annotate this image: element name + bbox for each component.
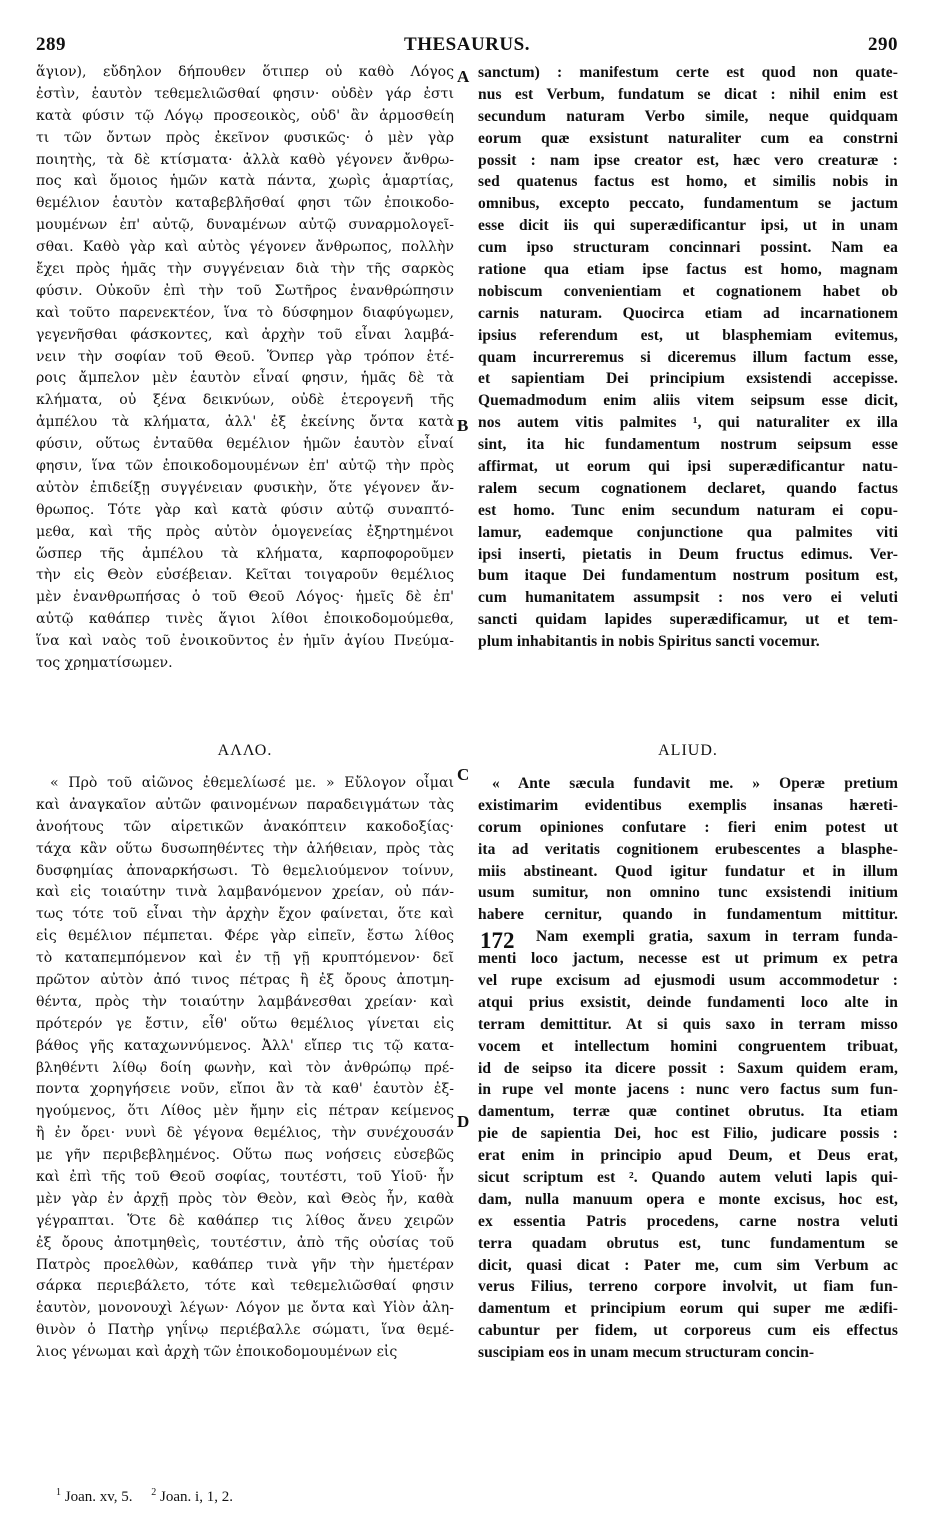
text-line: μὲν γὰρ ἐν ἀρχῇ πρὸς τὸν Θεὸν, καὶ Θεὸς ἦν, καθὰ xyxy=(36,1190,454,1207)
text-line: Nam exempli gratia, saxum in terram funda- xyxy=(536,928,898,946)
text-line: bum itaque Dei fundamentum nostrum positum est, xyxy=(478,567,898,585)
text-line: vel rupe excisum ad ejusmodi usum accommodetur : xyxy=(478,972,898,990)
text-line: damentum, terræ quæ continet obrutus. Ita etiam xyxy=(478,1103,898,1121)
text-line: ipsi inserti, pietatis in Deum fructus edimus. Ver- xyxy=(478,545,898,563)
text-line: est homo. Tunc enim secundum naturam ei copu- xyxy=(478,501,898,519)
text-line: nus est Verbum, fundatum se dicat : nihil enim est xyxy=(478,85,898,103)
text-line: ἢ ἐν ὄρει· νυνὶ δὲ γέγονα θεμέλιος, τὴν συνέχουσάν xyxy=(36,1125,454,1142)
running-header xyxy=(36,34,898,58)
text-line: τὸ καταπεμπόμενον καὶ ἐν τῇ γῇ κρυπτόμενον· δεῖ xyxy=(36,950,454,967)
text-line: καὶ ἐπὶ τῆς τοῦ Θεοῦ σοφίας, τουτέστι, τοῦ Υἱοῦ· ἦν xyxy=(36,1169,454,1186)
text-line: καὶ ἀναγκαῖον αὐτῶν φαινομένων παραδειγμάτων τὰς xyxy=(36,796,454,813)
text-line: omnibus, excepto peccato, fundamentum se jactum xyxy=(478,195,898,213)
text-line: carnis naturam. Quocirca etiam ad incarnationem xyxy=(478,304,898,322)
text-line: nobiscum convenientiam et cognationem habet ob xyxy=(478,282,898,300)
text-line: id de seipso ita dicere possit : Saxum quidem eram, xyxy=(478,1059,898,1077)
text-line: miis abstineant. Quod igitur fundatur et in illum xyxy=(478,862,898,880)
text-line: πρότερόν γε ἔστιν, εἶθ' οὕτω θεμέλιος γίνεται εἰς xyxy=(36,1015,454,1032)
text-line: corum opiniones confutare : fieri enim potest ut xyxy=(478,818,898,836)
text-line: ἅγιον), εὔδηλον δήπουθεν ὅτιπερ οὐ καθὸ Λόγος xyxy=(36,64,454,80)
column-number: 172 xyxy=(480,928,515,953)
text-line: ποιητὴς, τὰ δὲ κτίσματα· ἀλλὰ καθὸ γέγονεν ἄνθρω- xyxy=(36,151,454,168)
text-line: verus Filius, terreno corpore involvit, ut fiam fun- xyxy=(478,1278,898,1296)
text-line: possit : nam ipse creator est, hæc vero creaturæ : xyxy=(478,151,898,169)
text-line: μὲν ἐνανθρωπήσας ὁ τοῦ Θεοῦ Λόγος· ἡμεῖς δὲ ἐπ' xyxy=(36,589,454,606)
greek-section-title: ΑΛΛΟ. xyxy=(217,742,273,759)
text-line: sint, ita hic fundamentum nostrum seipsum esse xyxy=(478,436,898,454)
text-line: affirmat, ut eorum qui ipsi superædificantur natu- xyxy=(478,458,898,476)
footnote-mark-2: 2 xyxy=(151,1487,157,1498)
text-line: atqui prius exsistit, deinde fundamenti loco alte in xyxy=(478,993,898,1011)
text-line: sancti quidam lapides superædificamur, ut et tem- xyxy=(478,611,898,629)
text-line: γέγραπται. Ὅτε δὲ καθάπερ τις λίθος ἄνευ χειρῶν xyxy=(36,1212,454,1229)
text-line: quam incurreremus si diceremus illum factum esse, xyxy=(478,348,898,366)
text-line: ita ad veritatis cognitionem erubescentes a blasphe- xyxy=(478,840,898,858)
text-line: δυσφημίας ἀποναρκήσωσι. Τὸ θεμελιούμενον τοίνυν, xyxy=(36,862,454,879)
page-number-right: 290 xyxy=(868,34,898,55)
text-line: αὐτὸν ἐπιδείξῃ συγγένειαν φυσικὴν, ὅτε γέγονεν ἄν- xyxy=(36,479,454,496)
latin-column-bottom xyxy=(478,773,898,1364)
text-line: γεγενῆσθαι φάσκοντες, καὶ ἀρχὴν τοῦ εἶναι λαμβά- xyxy=(36,326,454,343)
text-line: με γῆν περιβεβλημένος. Οὕτω πως νοήσεις εὐσεβῶς xyxy=(36,1147,454,1164)
text-line: esse dicit iis qui superædificantur ipsi, ut in unam xyxy=(478,217,898,235)
margin-letter-d: D xyxy=(457,1112,470,1131)
text-line: eorum quæ exsistunt naturaliter cum ea constrni xyxy=(478,129,898,147)
text-line: ἀμπέλου τὰ κλήματα, ἀλλ' ἐξ ἐκείνης ὄντα κατὰ xyxy=(36,414,454,431)
text-line: suscipiam eos in unam mecum structuram concin- xyxy=(478,1344,815,1362)
text-line: λιος γένωμαι καὶ ἀρχὴ τῶν ἐποικοδομουμένων εἰς xyxy=(36,1344,398,1361)
text-line: θρωπος. Τότε γὰρ καὶ κατὰ φύσιν αὐτῷ συναπτό- xyxy=(36,501,454,518)
text-line: vocem et intellectum homini congruentem tribuat, xyxy=(478,1037,898,1055)
text-line: τος χρηματίσωμεν. xyxy=(36,655,173,672)
footnote-1: Joan. xv, 5. xyxy=(61,1489,133,1505)
text-line: μουμένων ἐπ' αὐτῷ, δυναμένων αὐτῷ συναρμολογεῖ- xyxy=(36,217,454,234)
margin-letter-c: C xyxy=(457,765,470,784)
text-line: ἐξ ὄρους ἀποτμηθεὶς, τουτέστιν, ἀπὸ τῆς οὐσίας τοῦ xyxy=(36,1234,454,1251)
text-line: θινὸν ὁ Πατὴρ γηΐνῳ περιέβαλλε σώματι, ἵνα θεμέ- xyxy=(36,1322,454,1339)
text-line: dam, nulla manuum opera e monte excisus, hoc est, xyxy=(478,1190,898,1208)
text-line: ἔχει πρὸς ἡμᾶς τὴν συγγένειαν διὰ τὴν τῆς σαρκὸς xyxy=(36,261,454,278)
text-line: νειν τὴν σοφίαν τοῦ Θεοῦ. Ὅνπερ γὰρ τρόπον ἑτέ- xyxy=(36,348,454,365)
text-line: ἑαυτὸν, μονονουχὶ λέγων· Λόγον με ὄντα καὶ Υἱὸν ἀλη- xyxy=(36,1300,454,1317)
text-line: φησιν, ἵνα τῶν ἐποικοδομουμένων ἐπ' αὐτῷ τὴν πρὸς xyxy=(36,458,454,475)
text-line: τάχα κἂν οὕτω δυσωπηθέντες τὴν ἀλήθειαν, πρὸς τὰς xyxy=(36,840,454,857)
text-line: in rupe vel monte jacens : nunc vero factus sum fun- xyxy=(478,1081,898,1099)
text-line: πρῶτον αὐτὸν ἀπό τινος πέτρας ἢ ἐξ ὄρους ἀποτμη- xyxy=(36,972,454,989)
text-line: Πατρὸς προελθὼν, καθάπερ τινὰ γῆν τὴν ἡμετέραν xyxy=(36,1256,454,1273)
text-line: εἰς θεμέλιον πέμπεται. Φέρε γὰρ εἰπεῖν, ἔστω λίθος xyxy=(36,928,454,945)
text-line: ipsius referendum est, ut blasphemiam evitemus, xyxy=(478,326,898,344)
greek-column-top xyxy=(36,62,454,675)
text-line: φύσιν, οὕτως ἐνταῦθα θεμέλιον ἡμῶν ἑαυτὸν εἶναί xyxy=(36,436,454,453)
text-line: « Πρὸ τοῦ αἰῶνος ἐθεμελίωσέ με. » Εὔλογον οἶμαι xyxy=(50,775,454,791)
running-title: THESAURUS. xyxy=(404,34,530,55)
text-line: terra quadam obrutus est, tunc fundamentum se xyxy=(478,1234,898,1252)
text-line: ἐστὶν, ἑαυτὸν τεθεμελιῶσθαί φησιν· οὐδὲν γάρ ἐστι xyxy=(36,85,454,102)
footnote-2: Joan. i, 1, 2. xyxy=(156,1489,233,1505)
text-line: σάρκα περιεβάλετο, τότε καὶ τεθεμελιῶσθαί φησιν xyxy=(36,1278,454,1295)
text-line: cabuntur per fidem, ut corporeus cum eis effectus xyxy=(478,1322,898,1340)
text-line: ex essentia Patris procedens, carne nostra veluti xyxy=(478,1212,898,1230)
text-line: sicut scriptum est ². Quando autem veluti lapis qui- xyxy=(478,1169,898,1187)
text-line: « Ante sæcula fundavit me. » Operæ pretium xyxy=(492,775,898,792)
text-line: plum inhabitantis in nobis Spiritus sancti vocemur. xyxy=(478,633,820,651)
text-line: ροις ἄμπελον μὲν ἑαυτὸν εἶναί φησιν, ἡμᾶς δὲ τὰ xyxy=(36,370,454,387)
text-line: φύσιν. Οὐκοῦν ἐπὶ τὴν τοῦ Σωτῆρος ἐνανθρώπησιν xyxy=(36,282,454,299)
text-line: dicit, quasi dicat : Pater me, cum sim Verbum ac xyxy=(478,1256,898,1274)
text-line: μεθα, καὶ τῆς πρὸς αὐτὸν ὁμογενείας ἐξηρτημένοι xyxy=(36,523,454,540)
text-line: τως τότε τοῦ εἶναι τὴν ἀρχὴν ἔχον φαίνεται, ὅτε καὶ xyxy=(36,906,454,923)
text-line: erat enim in principio apud Deum, et Deus erat, xyxy=(478,1147,898,1165)
text-line: αὐτῷ καθάπερ τινὲς ἅγιοι λίθοι ἐποικοδομούμεθα, xyxy=(36,611,454,628)
text-line: ποντα χορηγήσειε νοῦν, εἴποι ἂν τὰ καθ' ἑαυτὸν ἐξ- xyxy=(36,1081,454,1098)
text-line: menti loco jactum, necesse est ut primum ex petra xyxy=(478,950,898,968)
text-line: τι τῶν ὄντων πρὸς ἐκεῖνον φυσικῶς· ὁ μὲν γὰρ xyxy=(36,129,454,146)
text-line: cum humanitatem assumpsit : nos vero ei veluti xyxy=(478,589,898,607)
text-line: secundum naturam Verbo simile, neque quidquam xyxy=(478,107,898,125)
text-line: ἵνα καὶ ναὸς τοῦ ἐνοικοῦντος ἐν ἡμῖν ἁγίου Πνεύμα- xyxy=(36,633,454,650)
text-line: damentum et principium eorum qui super me ædifi- xyxy=(478,1300,898,1318)
text-line: terram demittitur. At si quis saxo in terram misso xyxy=(478,1015,898,1033)
text-line: pie de sapientia Dei, hoc est Filio, judicare possis : xyxy=(478,1125,898,1143)
footnotes xyxy=(56,1487,233,1506)
text-line: βάθος γῆς καταχωννύμενος. Ἀλλ' εἴπερ τις τῷ κατα- xyxy=(36,1037,454,1054)
page-number-left: 289 xyxy=(36,34,66,55)
text-line: lamur, eademque conjunctione qua palmites viti xyxy=(478,523,898,541)
text-line: ηγούμενος, ὅτι Λίθος μὲν ἤμην εἰς πέτραν κείμενος xyxy=(36,1103,454,1120)
text-line: usum sumitur, non omnino tunc exsistendi initium xyxy=(478,884,898,902)
text-line: et sapientiam Dei principium exsistendi accepisse. xyxy=(478,370,898,388)
latin-section-title: ALIUD. xyxy=(658,742,718,759)
text-line: ratione qua etiam ipse factus est homo, magnam xyxy=(478,261,898,279)
text-line: θέντα, πρὸς τὴν τοιαύτην λαμβάνεσθαι χρείαν· καὶ xyxy=(36,993,454,1010)
text-line: πος καὶ ὅμοιος ἡμῶν κατὰ πάντα, χωρὶς ἁμαρτίας, xyxy=(36,173,454,190)
margin-letter-b: B xyxy=(457,416,469,435)
text-line: existimarim evidentibus exemplis insanas hæreti- xyxy=(478,796,898,814)
text-line: nos autem vitis palmites ¹, qui naturaliter ex illa xyxy=(478,414,898,432)
text-line: ὥσπερ τῆς ἀμπέλου τὰ κλήματα, καρποφοροῦμεν xyxy=(36,545,454,562)
text-line: καὶ τοῦτο παρενεκτέον, ἵνα τὸ δύσφημον διαφύγωμεν, xyxy=(36,304,454,321)
text-line: τὴν εἰς Θεὸν εὐσέβειαν. Κεῖται τοιγαροῦν θεμέλιος xyxy=(36,567,454,584)
margin-letter-a: A xyxy=(457,67,470,86)
text-line: θεμέλιον ἑαυτὸν καταβεβλῆσθαί φησι τῶν ἐποικοδο- xyxy=(36,195,454,212)
text-line: καὶ εἰς τοιαύτην τινὰ λαμβανόμενον χρείαν, οὐ πάν- xyxy=(36,884,454,901)
text-line: κατὰ φύσιν τῷ Λόγῳ προσεοικὸς, οὐδ' ἂν ἁρμοσθείη xyxy=(36,107,454,124)
text-line: βληθέντι λίθῳ δοίη φωνὴν, καὶ τὸν ἀνθρώπῳ πρέ- xyxy=(36,1059,454,1076)
text-line: cum ipso structuram concinnari possint. Nam ea xyxy=(478,239,898,257)
text-line: Quemadmodum enim aliis vitem seipsum esse dicit, xyxy=(478,392,898,410)
text-line: σθαι. Καθὸ γὰρ καὶ αὐτὸς γέγονεν ἄνθρωπος, πολλὴν xyxy=(36,239,454,256)
text-line: habere cernitur, quando in fundamentum mittitur. xyxy=(478,906,898,924)
text-line: ralem secum cognationem declaret, quando factus xyxy=(478,479,898,497)
latin-column-top xyxy=(478,62,898,653)
text-line: κλήματα, οὐ ξένα δεικνύων, οὐδὲ ἑτερογενῆ τῆς xyxy=(36,392,454,409)
text-line: ἀνοήτους τῶν αἱρετικῶν ἀνακόπτειν κακοδοξίας· xyxy=(36,818,454,835)
text-line: sed quatenus factus est homo, et similis nobis in xyxy=(478,173,898,191)
greek-column-bottom xyxy=(36,773,454,1364)
text-line: sanctum) : manifestum certe est quod non quate- xyxy=(478,64,898,81)
footnote-mark-1: 1 xyxy=(56,1487,61,1498)
